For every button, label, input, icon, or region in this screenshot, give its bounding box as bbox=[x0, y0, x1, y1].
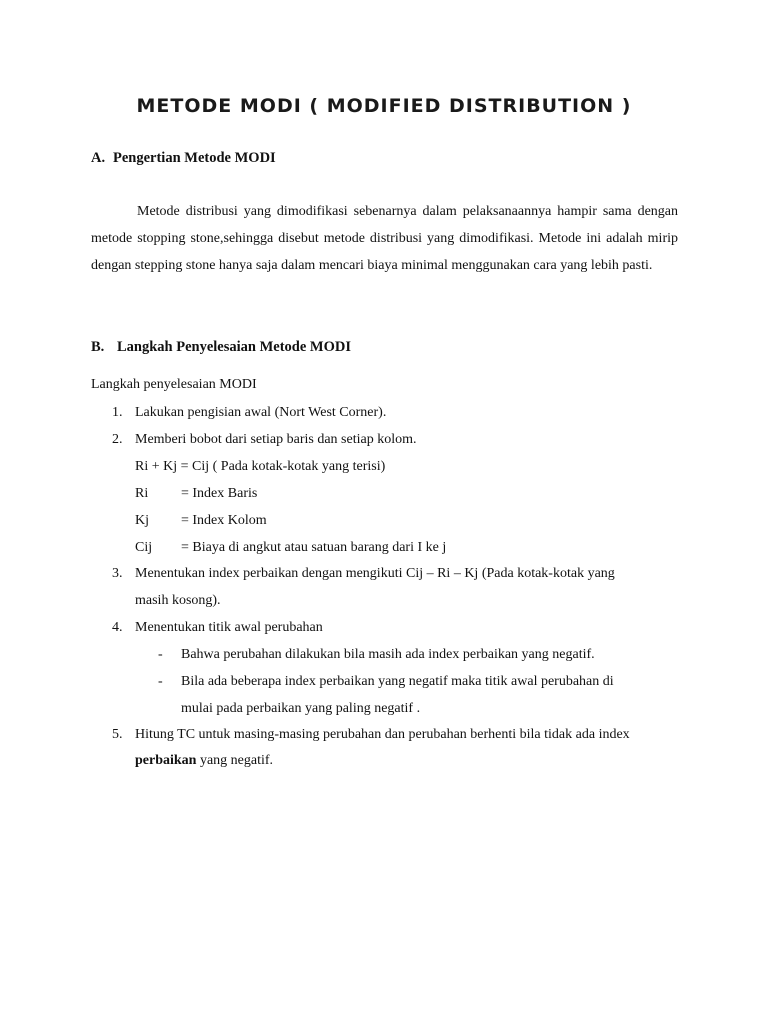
bullet-2-line-1: Bila ada beberapa index perbaikan yang negatif maka titik awal perubahan di bbox=[181, 674, 614, 689]
section-b-heading bbox=[91, 339, 351, 356]
step-3-line-1: Menentukan index perbaikan dengan mengikuti Cij – Ri – Kj (Pada kotak-kotak yang bbox=[135, 566, 615, 581]
bullet-dash: - bbox=[158, 647, 163, 662]
bullet-1-line-1: Bahwa perubahan dilakukan bila masih ada index perbaikan yang negatif. bbox=[181, 647, 595, 662]
section-a-paragraph-text: Metode distribusi yang dimodifikasi sebenarnya dalam pelaksanaannya hampir sama dengan metode stopping stone,sehingga disebut metode distribusi yang dimodifikasi. Metode ini adalah mirip dengan stepping stone hanya saja dalam mencari biaya minimal menggunakan cara yang lebih pasti. bbox=[91, 204, 678, 273]
def-term-ri: Ri bbox=[135, 486, 149, 501]
def-desc-cij: = Biaya di angkut atau satuan barang dari I ke j bbox=[181, 540, 447, 555]
section-a-title: Pengertian Metode MODI bbox=[113, 150, 276, 166]
def-desc-ri: = Index Baris bbox=[181, 486, 258, 501]
steps-intro: Langkah penyelesaian MODI bbox=[91, 377, 257, 392]
section-a-heading bbox=[91, 150, 276, 167]
step-5-bold-word: perbaikan bbox=[135, 753, 197, 768]
step-5-line-1: Hitung TC untuk masing-masing perubahan dan perubahan berhenti bila tidak ada index bbox=[135, 727, 630, 742]
bullet-dash: - bbox=[158, 674, 163, 689]
section-a-paragraph bbox=[91, 198, 678, 279]
step-2-formula: Ri + Kj = Cij ( Pada kotak-kotak yang terisi) bbox=[135, 459, 386, 474]
def-term-kj: Kj bbox=[135, 513, 149, 528]
step-4-number: 4. bbox=[112, 620, 123, 635]
step-1-number: 1. bbox=[112, 405, 123, 420]
page-title: METODE MODI ( MODIFIED DISTRIBUTION ) bbox=[136, 95, 632, 117]
step-4-text: Menentukan titik awal perubahan bbox=[135, 620, 323, 635]
step-5-line-2-rest: yang negatif. bbox=[196, 753, 274, 768]
step-2-text: Memberi bobot dari setiap baris dan setiap kolom. bbox=[135, 432, 417, 447]
section-a-number: A. bbox=[91, 150, 106, 166]
step-3-line-2: masih kosong). bbox=[135, 593, 221, 608]
section-b-title: Langkah Penyelesaian Metode MODI bbox=[117, 339, 352, 355]
section-b-number: B. bbox=[91, 339, 105, 355]
def-desc-kj: = Index Kolom bbox=[181, 513, 267, 528]
step-5-number: 5. bbox=[112, 727, 123, 742]
step-3-number: 3. bbox=[112, 566, 123, 581]
step-2-number: 2. bbox=[112, 432, 123, 447]
step-1-text: Lakukan pengisian awal (Nort West Corner). bbox=[135, 405, 387, 420]
step-5-line-2 bbox=[135, 753, 273, 769]
def-term-cij: Cij bbox=[135, 540, 153, 555]
bullet-2-line-2: mulai pada perbaikan yang paling negatif . bbox=[181, 701, 421, 716]
